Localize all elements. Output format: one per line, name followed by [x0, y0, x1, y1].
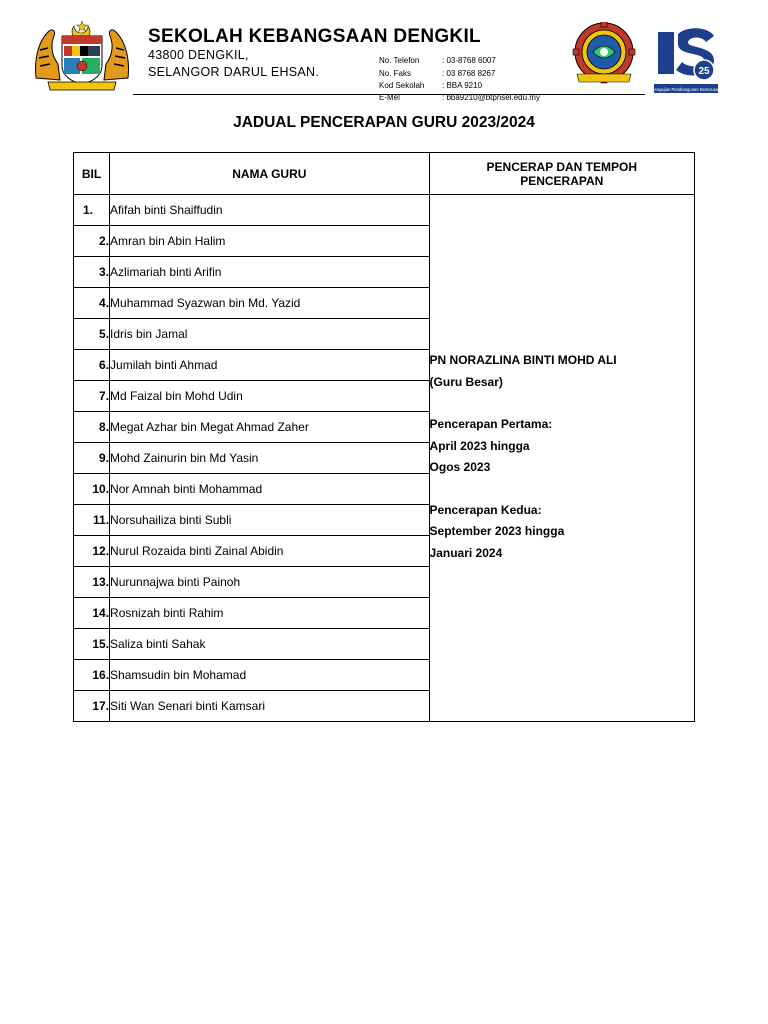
school-name: SEKOLAH KEBANGSAAN DENGKIL [148, 26, 481, 47]
row-number: 8. [74, 412, 110, 443]
first-observation-label: Pencerapan Pertama: [429, 417, 553, 431]
contact-label-fax: No. Faks [379, 69, 412, 78]
contact-label-email: E-Mel [379, 93, 400, 102]
row-number: 1. [74, 195, 110, 226]
teacher-name: Muhammad Syazwan bin Md. Yazid [110, 288, 430, 319]
anniversary-logo [652, 24, 720, 94]
teacher-name: Rosnizah binti Rahim [110, 598, 430, 629]
teacher-name: Norsuhailiza binti Subli [110, 505, 430, 536]
row-number: 6. [74, 350, 110, 381]
teacher-name: Nurunnajwa binti Painoh [110, 567, 430, 598]
teacher-name: Azlimariah binti Arifin [110, 257, 430, 288]
row-number: 10. [74, 474, 110, 505]
anniversary-logo-caption: Pengajian Pembangunan Berterusan [652, 87, 720, 92]
observer-name: PN NORAZLINA BINTI MOHD ALI [429, 353, 617, 367]
observation-schedule-table [73, 152, 695, 722]
row-number: 17. [74, 691, 110, 722]
row-number: 14. [74, 598, 110, 629]
column-header-pencerap-line1: PENCERAP DAN TEMPOH [486, 159, 637, 174]
row-number: 12. [74, 536, 110, 567]
row-number: 7. [74, 381, 110, 412]
column-header-pencerap-line2: PENCERAPAN [520, 173, 604, 188]
contact-value-email: : bba9210@btpnsel.edu.my [442, 93, 540, 102]
column-header-pencerap [429, 153, 694, 195]
coat-of-arms-logo [30, 20, 134, 92]
document-title: JADUAL PENCERAPAN GURU 2023/2024 [233, 114, 535, 131]
observer-details-cell [429, 195, 694, 722]
second-observation-period-end: Januari 2024 [429, 545, 503, 560]
row-number: 16. [74, 660, 110, 691]
row-number: 13. [74, 567, 110, 598]
row-number: 5. [74, 319, 110, 350]
address-line-2: SELANGOR DARUL EHSAN. [148, 65, 320, 79]
teacher-name: Mohd Zainurin bin Md Yasin [110, 443, 430, 474]
address-line-1: 43800 DENGKIL, [148, 48, 249, 62]
teacher-name: Megat Azhar bin Megat Ahmad Zaher [110, 412, 430, 443]
teacher-name: Md Faizal bin Mohd Udin [110, 381, 430, 412]
first-observation-period-start: April 2023 hingga [429, 438, 530, 453]
teacher-name: Nor Amnah binti Mohammad [110, 474, 430, 505]
row-number: 3. [74, 257, 110, 288]
teacher-name: Afifah binti Shaiffudin [110, 195, 430, 226]
contact-value-school-code: : BBA 9210 [442, 81, 483, 90]
row-number: 11. [74, 505, 110, 536]
second-observation-label: Pencerapan Kedua: [429, 502, 542, 517]
teacher-name: Idris bin Jamal [110, 319, 430, 350]
teacher-name: Nurul Rozaida binti Zainal Abidin [110, 536, 430, 567]
teacher-name: Siti Wan Senari binti Kamsari [110, 691, 430, 722]
anniversary-badge-number: 25 [698, 66, 710, 77]
row-number: 4. [74, 288, 110, 319]
teacher-name: Amran bin Abin Halim [110, 226, 430, 257]
observer-role: (Guru Besar) [429, 374, 503, 389]
table-header-row [74, 153, 695, 195]
contact-value-fax: : 03 8768 8267 [442, 69, 496, 78]
teacher-name: Jumilah binti Ahmad [110, 350, 430, 381]
first-observation-period-end: Ogos 2023 [429, 460, 491, 474]
column-header-nama-guru: NAMA GURU [110, 153, 430, 195]
second-observation-period-start: September 2023 hingga [429, 524, 565, 538]
school-emblem-logo [563, 22, 645, 86]
contact-label-school-code: Kod Sekolah [379, 81, 425, 90]
teacher-name: Shamsudin bin Mohamad [110, 660, 430, 691]
row-number: 9. [74, 443, 110, 474]
column-header-bil: BIL [74, 153, 110, 195]
contact-label-phone: No. Telefon [379, 56, 420, 65]
table-row [74, 195, 695, 226]
contact-value-phone: : 03-8768 6007 [442, 56, 496, 65]
row-number: 15. [74, 629, 110, 660]
teacher-name: Saliza binti Sahak [110, 629, 430, 660]
row-number: 2. [74, 226, 110, 257]
header-divider [133, 94, 645, 95]
